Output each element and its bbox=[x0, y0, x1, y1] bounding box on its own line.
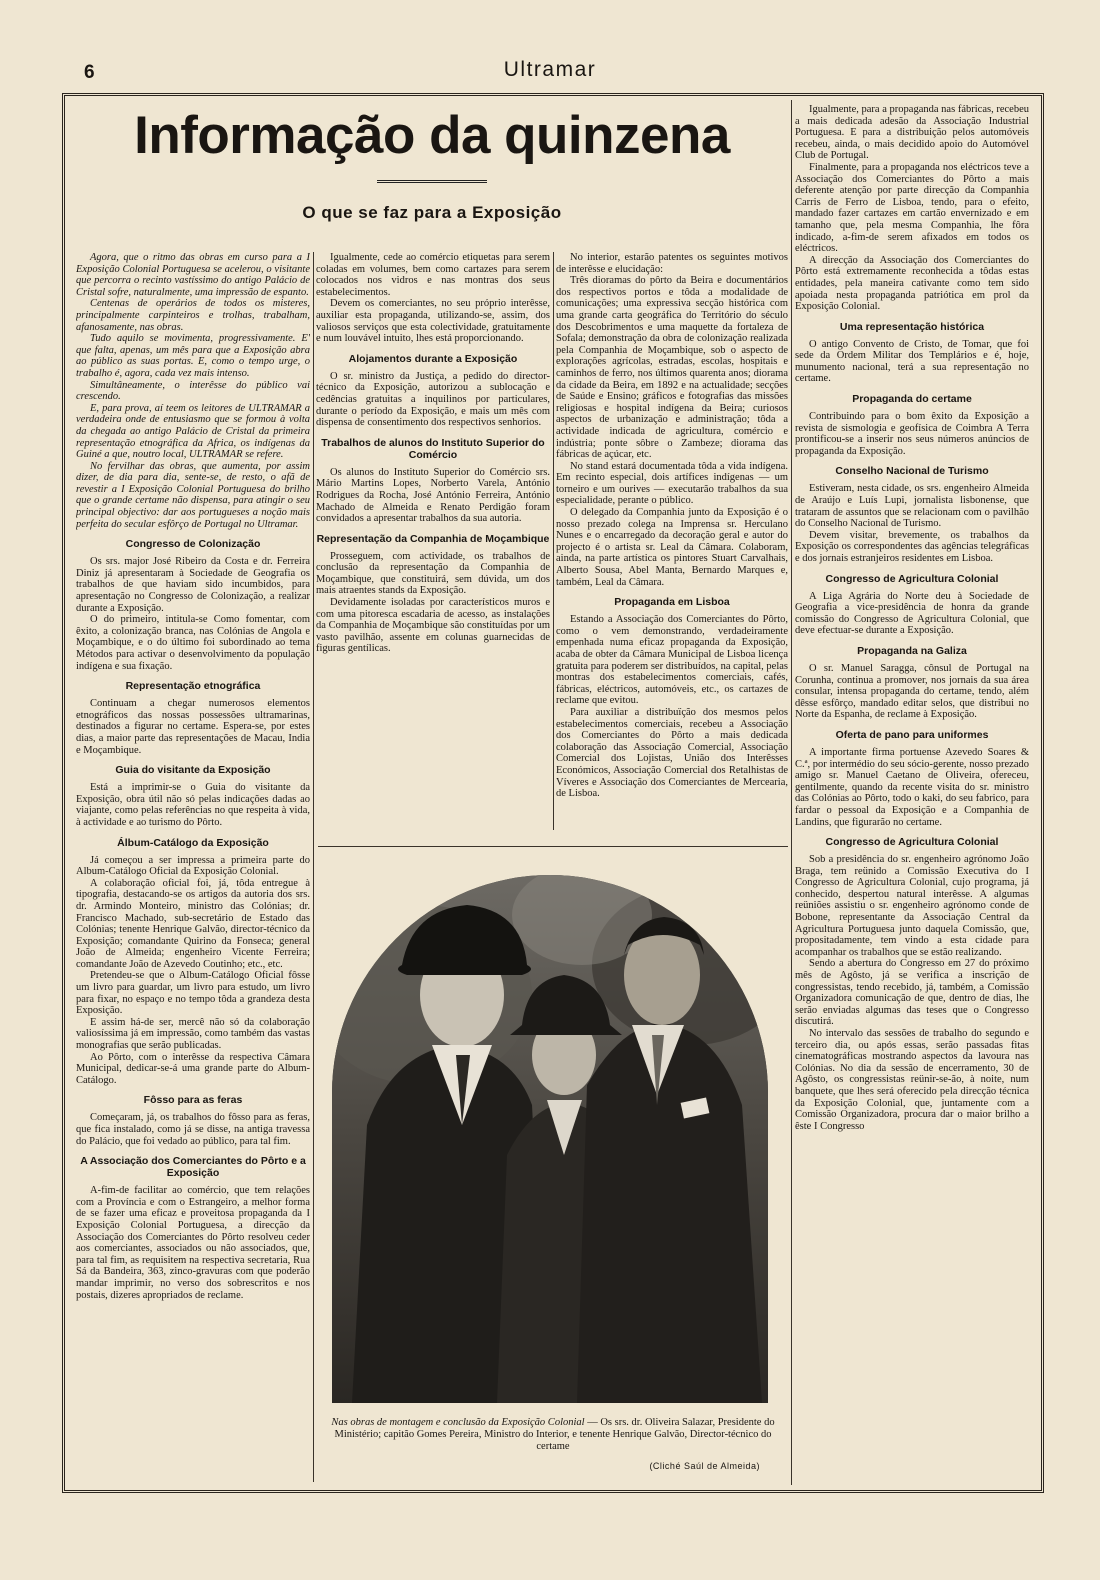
paragraph: Continuam a chegar numerosos elementos etnográficos das nossas possessões ultramarinas, destinados a figurar no certame. Espera-se, por estes dias, a maior parte das representações de Macau, India e Moçambique. bbox=[76, 698, 310, 756]
paragraph: A direcção da Associação dos Comerciantes do Pôrto está extremamente reconhecida a tôdas estas entidades, pela maneira cativante como tem sido apoiada nesta propaganda patriótica em prol da Exposição Colonial. bbox=[795, 254, 1029, 313]
caption-italic: Nas obras de montagem e conclusão da Exposição Colonial bbox=[331, 1417, 585, 1428]
column-4 bbox=[795, 104, 1029, 1484]
intro-paragraph: Agora, que o ritmo das obras em curso para a I Exposição Colonial Portuguesa se acelerou, o visitante que percorra o recinto vastíssimo do antigo Palácio de Cristal sofre, naturalmente, uma impressão de espanto. bbox=[76, 252, 310, 298]
paragraph: No interior, estarão patentes os seguintes motivos de interêsse e elucidação: bbox=[556, 252, 788, 275]
section-heading: A Associação dos Comerciantes do Pôrto e a Exposição bbox=[80, 1155, 306, 1180]
photograph bbox=[332, 875, 768, 1403]
intro bbox=[76, 252, 310, 530]
section-heading: Trabalhos de alunos do Instituto Superior do Comércio bbox=[321, 436, 545, 461]
paragraph: Já começou a ser impressa a primeira parte do Album-Catálogo Oficial da Exposição Colonial. bbox=[76, 854, 310, 878]
photo-caption bbox=[330, 1417, 776, 1453]
section-heading: Álbum-Catálogo da Exposição bbox=[117, 836, 269, 849]
column-2 bbox=[316, 252, 550, 830]
paragraph: Os srs. major José Ribeiro da Costa e dr. Ferreira Diniz já apresentaram à Sociedade de Geografia os trabalhos de que haviam sido incumbidos, para apresentação no Congresso de Colonização, a realizar durante a Exposição. bbox=[76, 556, 310, 614]
section-heading: Fôsso para as feras bbox=[143, 1094, 243, 1107]
photo-credit: (Cliché Saúl de Almeida) bbox=[649, 1461, 760, 1471]
column-rule bbox=[791, 100, 792, 1485]
column-3 bbox=[556, 252, 788, 830]
paragraph: Está a imprimir-se o Guia do visitante da Exposição, obra útil não só pelas indicações dadas ao viajante, como pelas referências no que respeita à vida, à actividade e ao turismo do Pôrto. bbox=[76, 782, 310, 828]
section-heading: Congresso de Agricultura Colonial bbox=[825, 572, 999, 585]
paragraph: Pretendeu-se que o Album-Catálogo Oficial fôsse um livro para guardar, um livro para estudo, um livro para fixar, no espaço e no tempo tôda a grandeza desta Exposição. bbox=[76, 970, 310, 1017]
paragraph: Devem os comerciantes, no seu próprio interêsse, auxiliar esta propaganda, utilizando-se, assim, dos valiosos serviços que esta colectividade, gratuitamente e num louvável intuito, lhes está proporcionando. bbox=[316, 298, 550, 345]
intro-paragraph: No fervilhar das obras, que aumenta, por assim dizer, de dia para dia, sente-se, de resto, o afã de revestir a I Exposição Colonial Portuguesa do brilho que o grande certame não dispensa, para atingir o seu principal objectivo: dar aos portugueses a noção mais perfeita do secular esfôrço de Portugal no Ultramar. bbox=[76, 460, 310, 530]
paragraph: A-fim-de facilitar ao comércio, que tem relações com a Província e com o Estrangeiro, a melhor forma de se fazer uma eficaz e proveitosa propaganda da I Exposição Colonial Portuguesa, a direcção da Associação dos Comerciantes do Pôrto resolveu ceder aos comerciantes, associados ou não associados, que, para tal fim, as requisitem na respectiva secretaria, Rua Sá da Bandeira, 363, zinco-gravuras com que poderão mandar imprimir, no verso dos sobrescritos e nos postais, dizeres apropriados de reclame. bbox=[76, 1185, 310, 1301]
paragraph: Sendo a abertura do Congresso em 27 do próximo mês de Agôsto, já se verifica a inscrição de congressistas, tendo recebido, já, também, a Comissão Organizadora comunicação de que, dentro de dias, lhe serão enviadas algumas das teses que o Congresso discutirá. bbox=[795, 958, 1029, 1028]
paragraph: Contribuindo para o bom êxito da Exposição a revista de sismologia e geofísica de Coimbra A Terra prontificou-se a inserir nos seus números anúncios de propaganda da Exposição. bbox=[795, 411, 1029, 457]
photograph-illustration bbox=[332, 875, 768, 1403]
section-heading: Propaganda em Lisboa bbox=[614, 596, 730, 609]
paragraph: O delegado da Companhia junto da Exposição é o nosso prezado colega na Imprensa sr. Herculano Nunes e o encarregado da decoração geral e autor do projecto é o artista sr. Leal da Câmara. Colaboram, ainda, na parte artística os pintores Stuart Carvalhais, Alberto Sousa, Abel Manta, Bernardo Marques e, também, Leal da Câmara. bbox=[556, 507, 788, 588]
paragraph: Devidamente isoladas por característicos muros e com uma pitoresca escadaria de acesso, as instalações da Companhia de Moçambique são constituídas por um vasto pavilhão, assente em colunas guarnecidas de figuras gentílicas. bbox=[316, 597, 550, 655]
intro-paragraph: E, para prova, aí teem os leitores de ULTRAMAR a verdadeira onde de entusiasmo que se formou à volta da chegada ao antigo Palácio de Cristal da primeira representação etnográfica da Africa, os indígenas da Guiné a que, noutro local, ULTRAMAR se refere. bbox=[76, 402, 310, 461]
section-heading: Representação da Companhia de Moçambique bbox=[316, 532, 550, 545]
paragraph: Ao Pôrto, com o interêsse da respectiva Câmara Municipal, dedicar-se-á uma grande parte do Album-Catálogo. bbox=[76, 1051, 310, 1086]
paragraph: A importante firma portuense Azevedo Soares & C.ª, por intermédio do seu sócio-gerente, nosso prezado amigo sr. Manuel Caetano de Oliveira, ofereceu, gentilmente, quando da recente visita do sr. ministro das Colónias ao Pôrto, todo o kaki, do seu fabrico, para fardar o pessoal da Exposição e a Companhia de Landins, que figurarão no certame. bbox=[795, 746, 1029, 828]
paragraph: O sr. Manuel Saragga, cônsul de Portugal na Corunha, continua a promover, nos jornais da sua área consular, intensa propaganda do certame, tendo, além dêsse esfôrço, mandado editar selos, que distribui no Norte da Espanha, de reclame à Exposição. bbox=[795, 662, 1029, 721]
column-rule bbox=[553, 252, 554, 830]
masthead: Ultramar bbox=[503, 58, 597, 81]
paragraph: A colaboração oficial foi, já, tôda entregue à tipografia, destacando-se os artigos da autoria dos srs. dr. Armindo Monteiro, ministro das Colónias; dr. Francisco Machado, sub-secretário de Estado das Colónias; tenente Henrique Galvão, director-técnico da Exposição; comandante Quirino da Fonseca; general João de Almeida; engenheiro Vicente Ferreira; comandante João de Azevedo Coutinho; etc., etc. bbox=[76, 877, 310, 970]
headline-rule bbox=[377, 180, 487, 183]
paragraph: Estando a Associação dos Comerciantes do Pôrto, como o vem demonstrando, verdadeiramente empenhada numa eficaz propaganda da Exposição, acaba de obter da Câmara Municipal de Lisboa licença gratuita para poderem ser distribuídos, na capital, pelas montras dos estabelecimentos comerciais, cafés, fábricas, eléctricos, automóveis, etc., os cartazes de reclame que evitou. bbox=[556, 614, 788, 707]
section-heading: Oferta de pano para uniformes bbox=[835, 728, 989, 741]
paragraph: No intervalo das sessões de trabalho do segundo e terceiro dia, ou após essas, serão passadas fitas cinematográficas mostrando aspectos da lavoura nas Colónias. No dia da sessão de encerramento, 30 de Agôsto, os congressistas reünir-se-ão, à noite, num banquete, que lhes será oferecido pela direcção técnica da Exposição Colonial, que, juntamente com a Comissão Organizadora, procura dar o maior brilho a êste I Congresso bbox=[795, 1028, 1029, 1132]
section-heading: Propaganda do certame bbox=[852, 393, 972, 406]
section-heading: Guia do visitante da Exposição bbox=[115, 764, 271, 777]
section-heading: Alojamentos durante a Exposição bbox=[348, 352, 518, 365]
section-heading: Uma representação histórica bbox=[839, 320, 985, 333]
paragraph: Igualmente, para a propaganda nas fábricas, recebeu a mais dedicada adesão da Associação Industrial Portuguesa. E para a distribuição pelos automóveis recebeu, ainda, o mais decidido apoio do Automóvel Club de Portugal. bbox=[795, 104, 1029, 162]
intro-paragraph: Tudo aquilo se movimenta, progressivamente. E' que falta, apenas, um mês para que a Exposição abra ao público as suas portas. E, como o tempo urge, o trabalho é, agora, cada vez mais intenso. bbox=[76, 333, 310, 379]
paragraph: Três dioramas do pôrto da Beira e documentários dos respectivos portos e tôda a modalidade de comunicações; uma expressiva secção histórica com uma grande carta geográfica do Território do século dos Descobrimentos e uma maquette da fortaleza de Sofala; demonstração da obra de colonização realizada pela Companhia de Moçambique, sob o aspecto de explorações agrícolas, estradas, escolas, hospitais e caminhos de ferro, nos últimos quarenta anos; diorama da cidade da Beira, em 1892 e na actualidade; secções de Saúde e Ensino; gráficos e fotografias das missões religiosas e hospital indígena da Beira; curiosos aspectos de urbanização e administração; tôda a actividade indicada de agricultura, comércio e indústria; ponte sôbre o Zambeze; diorama das fábricas de açúcar, etc. bbox=[556, 275, 788, 461]
page-number: 6 bbox=[84, 62, 95, 83]
intro-paragraph: Centenas de operários de todos os misteres, principalmente carpinteiros e trolhas, trabalham, afanosamente, nas obras. bbox=[76, 298, 310, 333]
paragraph: A Liga Agrária do Norte deu à Sociedade de Geografia a vice-presidência de honra da grande comissão do Congresso de Agricultura Colonial, que deve efectuar-se durante a Exposição. bbox=[795, 590, 1029, 637]
paragraph: No stand estará documentada tôda a vida indígena. Em recinto especial, dois artífices indígenas — um torneiro e um ourives — executarão trabalhos da sua especialidade, perante o público. bbox=[556, 460, 788, 507]
paragraph: O antigo Convento de Cristo, de Tomar, que foi sede da Ordem Militar dos Templários e é, hoje, munumento nacional, terá a sua representação no certame. bbox=[795, 338, 1029, 385]
paragraph: E assim há-de ser, mercê não só da colaboração valiosíssima já em impressão, como também das vastas monografias que serão publicadas. bbox=[76, 1016, 310, 1052]
paragraph: Para auxiliar a distribuïção dos mesmos pelos estabelecimentos comerciais, recebeu a Associação dos Comerciantes do Pôrto a mais dedicada colaboração das Associação Comercial, Associação Comercial dos Lojistas, União dos Interêsses Económicos, Associação Comercial dos Retalhistas de Víveres e Associação dos Comerciantes de Mercearia, de Lisboa. bbox=[556, 706, 788, 800]
paragraph: Finalmente, para a propaganda nos eléctricos teve a Associação dos Comerciantes do Pôrto a mais deferente atenção por parte direcção da Companhia Carris de Ferro de Lisboa, tendo, para o efeito, mandado fazer cartazes em cartão envernizado e em tamanho que, pela mesma Companhia, lhe fôra indicado, a-fim-de serem afixados em todos os eléctricos. bbox=[795, 161, 1029, 255]
section-heading: Propaganda na Galiza bbox=[857, 644, 967, 657]
paragraph: O do primeiro, intitula-se Como fomentar, com êxito, a colonização branca, nas Colónias de Angola e Moçambique, e o do último foi subordinado ao tema Métodos para activar o desenvolvimento da população indígena e sua fixação. bbox=[76, 614, 310, 672]
paragraph: Prosseguem, com actividade, os trabalhos de conclusão da representação da Companhia de Moçambique, que constituirá, sem dúvida, um dos mais atraentes stands da Exposição. bbox=[316, 550, 550, 597]
paragraph: Os alunos do Instituto Superior do Comércio srs. Mário Martins Lopes, Norberto Varela, António Rodrigues da Rocha, José António Ferreira, António Machado de Almeida e Renato Perdigão foram convidados a apresentar trabalhos da sua autoria. bbox=[316, 466, 550, 525]
section-heading: Congresso de Colonização bbox=[125, 538, 261, 551]
section-heading: Conselho Nacional de Turismo bbox=[835, 465, 989, 478]
column-1 bbox=[76, 252, 310, 1482]
column-rule bbox=[313, 252, 314, 1482]
paragraph: Sob a presidência do sr. engenheiro agrónomo João Braga, tem reünido a Comissão Executiva do I Congresso de Agricultura Colonial, cujo programa, já conhecido, despertou natural interêsse. A algumas reüniões assistiu o sr. engenheiro agrónomo conde de Bobone, representante da Associação Central da Agricultura Portuguesa junto daquela Comissão, que, propositadamente, tem vindo a esta cidade para acompanhar os trabalhos que se estão realizando. bbox=[795, 854, 1029, 958]
paragraph: Começaram, já, os trabalhos do fôsso para as feras, que fica instalado, como já se disse, na antiga travessa do Palácio, que foi vedado ao público, para tal fim. bbox=[76, 1112, 310, 1147]
paragraph: O sr. ministro da Justiça, a pedido do director-técnico da Exposição, autorizou a sublocação e cedências gratuitas a inquilinos por particulares, durante o período da Exposição, e mais um mês com dispensa de consentimento dos respectivos senhorios. bbox=[316, 370, 550, 429]
subheadline: O que se faz para a Exposição bbox=[302, 203, 562, 222]
paragraph: Igualmente, cede ao comércio etiquetas para serem coladas em volumes, bem como cartazes para serem colocados nos vidros e nas montras dos seus estabelecimentos. bbox=[316, 252, 550, 298]
intro-paragraph: Simultâneamente, o interêsse do público vai crescendo. bbox=[76, 379, 310, 403]
paragraph: Estiveram, nesta cidade, os srs. engenheiro Almeida de Araújo e Luís Lupi, jornalista lisbonense, que trataram de assuntos que se relacionam com o pavilhão do Conselho Nacional de Turismo. bbox=[795, 483, 1029, 530]
section-heading: Congresso de Agricultura Colonial bbox=[825, 836, 999, 849]
headline: Informação da quinzena bbox=[134, 106, 730, 165]
photo-block bbox=[318, 846, 788, 1483]
paragraph: Devem visitar, brevemente, os trabalhos da Exposição os correspondentes das agências telegráficas e dos jornais estranjeiros residentes em Lisboa. bbox=[795, 529, 1029, 564]
section-heading: Representação etnográfica bbox=[125, 680, 261, 693]
caption-text: — Os srs. dr. Oliveira Salazar, Presidente do Ministério; capitão Gomes Pereira, Ministro do Interior, e tenente Henrique Galvão, Director-técnico do certame bbox=[334, 1417, 775, 1452]
